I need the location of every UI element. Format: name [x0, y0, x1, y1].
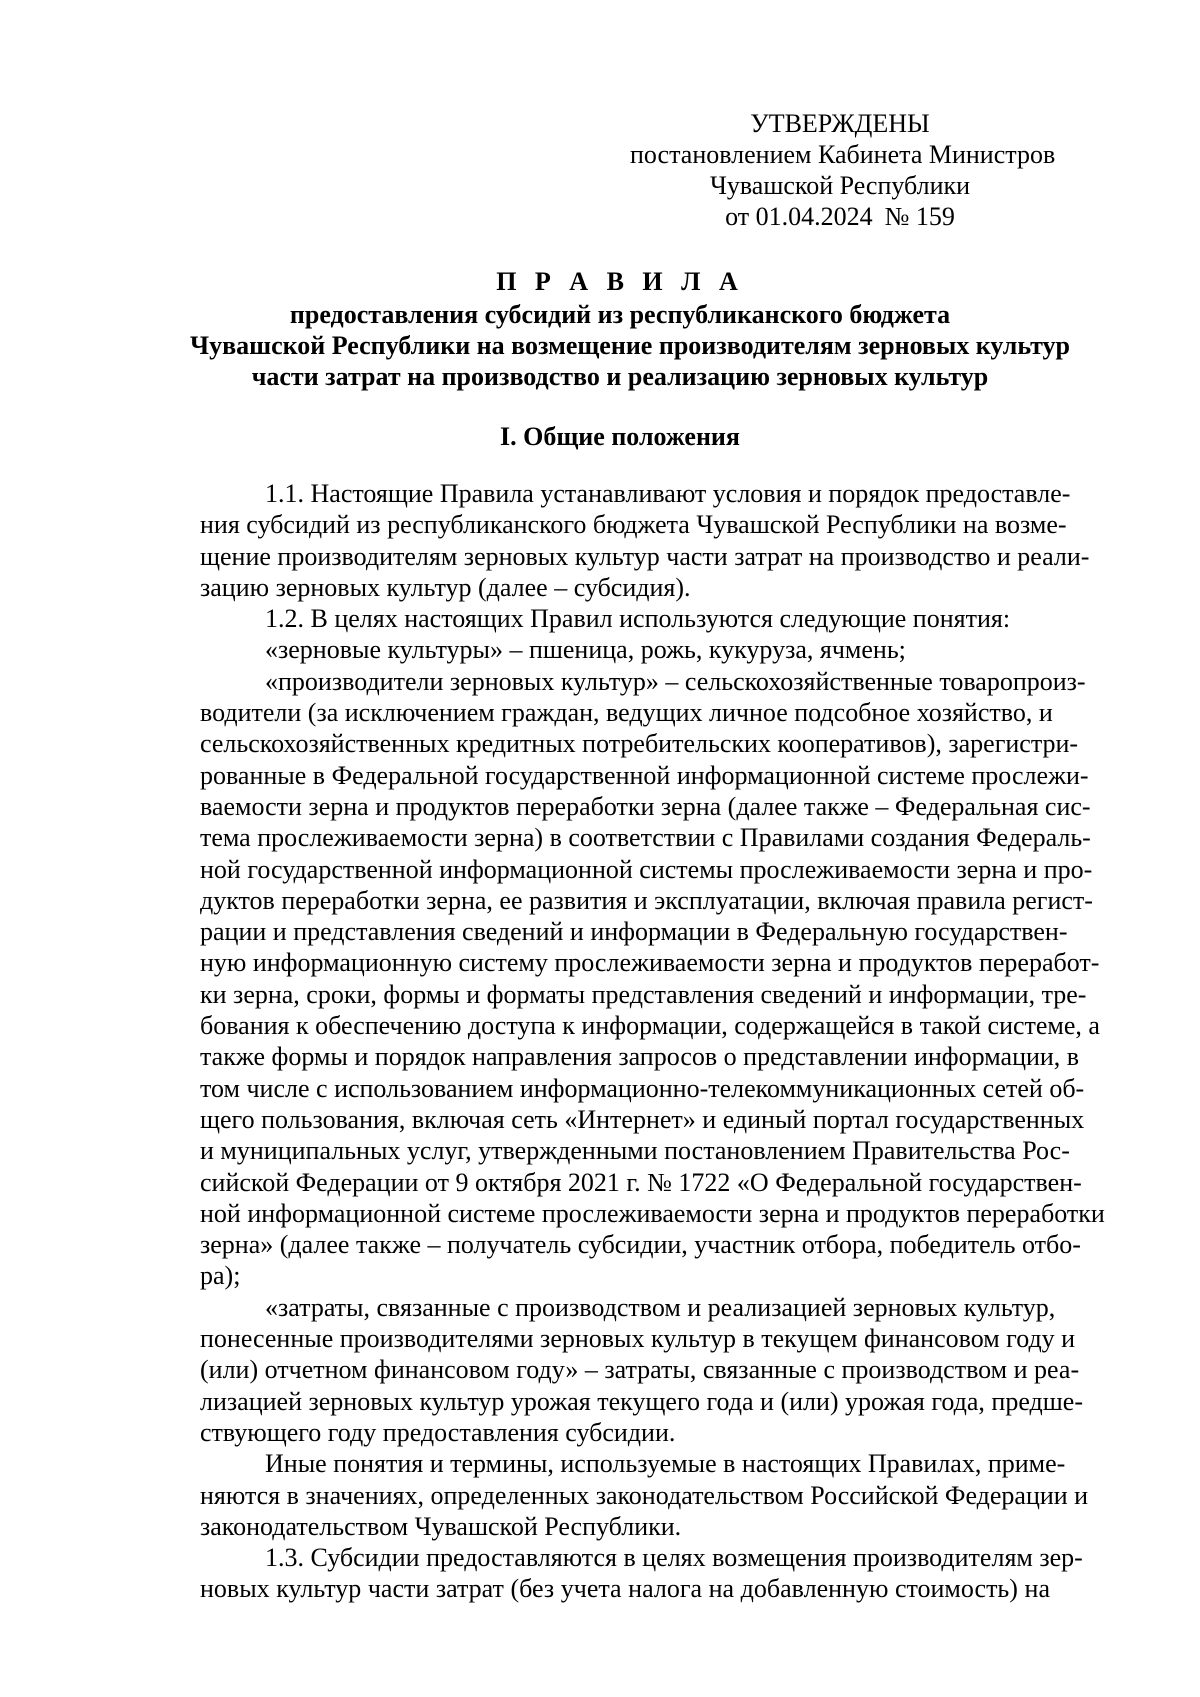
text-line: новых культур части затрат (без учета налога на добавленную стоимость) на	[200, 1574, 1050, 1604]
approval-republic: Чувашской Республики	[709, 171, 971, 200]
text-line: «производители зерновых культур» – сельскохозяйственные товаропроиз-	[265, 666, 1086, 696]
text-line: дуктов переработки зерна, ее развития и эксплуатации, включая правила регист-	[200, 885, 1093, 915]
text-line: 1.1. Настоящие Правила устанавливают условия и порядок предоставле-	[265, 479, 1071, 508]
title-line-3: части затрат на производство и реализацию зерновых культур	[251, 362, 989, 391]
text-line: том числе с использованием информационно-телекоммуникационных сетей об-	[200, 1073, 1085, 1103]
approval-stamp	[630, 108, 1056, 232]
text-line: (или) отчетном финансовом году» – затраты, связанные с производством и реа-	[200, 1355, 1080, 1385]
section-heading: I. Общие положения	[500, 422, 740, 451]
text-line: сельскохозяйственных кредитных потребительских кооперативов), зарегистри-	[200, 729, 1079, 759]
text-line: бования к обеспечению доступа к информации, содержащейся в такой системе, а	[200, 1011, 1100, 1041]
text-line: и муниципальных услуг, утвержденными постановлением Правительства Рос-	[200, 1136, 1070, 1166]
text-line: рованные в Федеральной государственной информационной системе прослежи-	[200, 760, 1089, 790]
text-line: ной информационной системе прослеживаемости зерна и продуктов переработки	[200, 1198, 1105, 1228]
text-line: ра);	[200, 1261, 241, 1291]
text-line: водители (за исключением граждан, ведущих личное подсобное хозяйство, и	[200, 698, 1053, 728]
text-line: ствующего году предоставления субсидии.	[200, 1417, 676, 1447]
title-word: П Р А В И Л А	[496, 267, 744, 296]
text-line: понесенные производителями зерновых культур в текущем финансовом году и	[200, 1324, 1076, 1354]
text-line: законодательством Чувашской Республики.	[200, 1511, 682, 1541]
text-line: «затраты, связанные с производством и реализацией зерновых культур,	[265, 1292, 1056, 1322]
approval-date-number	[630, 201, 1050, 232]
body-text	[200, 478, 1105, 1605]
text-line: тема прослеживаемости зерна) в соответствии с Правилами создания Федераль-	[200, 823, 1091, 853]
text-line: 1.2. В целях настоящих Правил используются следующие понятия:	[265, 604, 1011, 634]
approval-heading: УТВЕРЖДЕНЫ	[750, 109, 930, 138]
text-line: также формы и порядок направления запросов о представлении информации, в	[200, 1042, 1080, 1072]
text-line: сийской Федерации от 9 октября 2021 г. № 1722 «О Федеральной государствен-	[200, 1167, 1082, 1197]
approval-date: от 01.04.2024	[725, 202, 873, 231]
text-line: ную информационную систему прослеживаемости зерна и продуктов переработ-	[200, 948, 1100, 978]
text-line: лизацией зерновых культур урожая текущего года и (или) урожая года, предше-	[200, 1386, 1083, 1416]
text-line: зерна» (далее также – получатель субсидии, участник отбора, победитель отбо-	[200, 1230, 1081, 1260]
text-line: ния субсидий из республиканского бюджета Чувашской Республики на возме-	[200, 510, 1067, 540]
approval-number: № 159	[884, 202, 955, 231]
text-line: «зерновые культуры» – пшеница, рожь, кукуруза, ячмень;	[265, 635, 906, 665]
text-line: ки зерна, сроки, формы и форматы представления сведений и информации, тре-	[200, 979, 1087, 1009]
approval-issuer: постановлением Кабинета Министров	[630, 140, 1056, 169]
text-line: 1.3. Субсидии предоставляются в целях возмещения производителям зер-	[265, 1543, 1083, 1573]
text-line: щение производителям зерновых культур части затрат на производство и реали-	[200, 541, 1090, 571]
text-line: ной государственной информационной системы прослеживаемости зерна и про-	[200, 854, 1093, 884]
title-line-2: Чувашской Республики на возмещение производителям зерновых культур	[190, 331, 1070, 360]
text-line: няются в значениях, определенных законодательством Российской Федерации и	[200, 1480, 1089, 1510]
document-title	[190, 266, 1070, 392]
title-line-1: предоставления субсидий из республиканского бюджета	[289, 300, 951, 329]
text-line: зацию зерновых культур (далее – субсидия).	[200, 572, 691, 602]
text-line: ваемости зерна и продуктов переработки зерна (далее также – Федеральная сис-	[200, 791, 1091, 821]
text-line: рации и представления сведений и информации в Федеральную государствен-	[200, 917, 1068, 947]
text-line: Иные понятия и термины, используемые в настоящих Правилах, приме-	[265, 1449, 1066, 1479]
text-line: щего пользования, включая сеть «Интернет» и единый портал государственных	[200, 1104, 1085, 1134]
